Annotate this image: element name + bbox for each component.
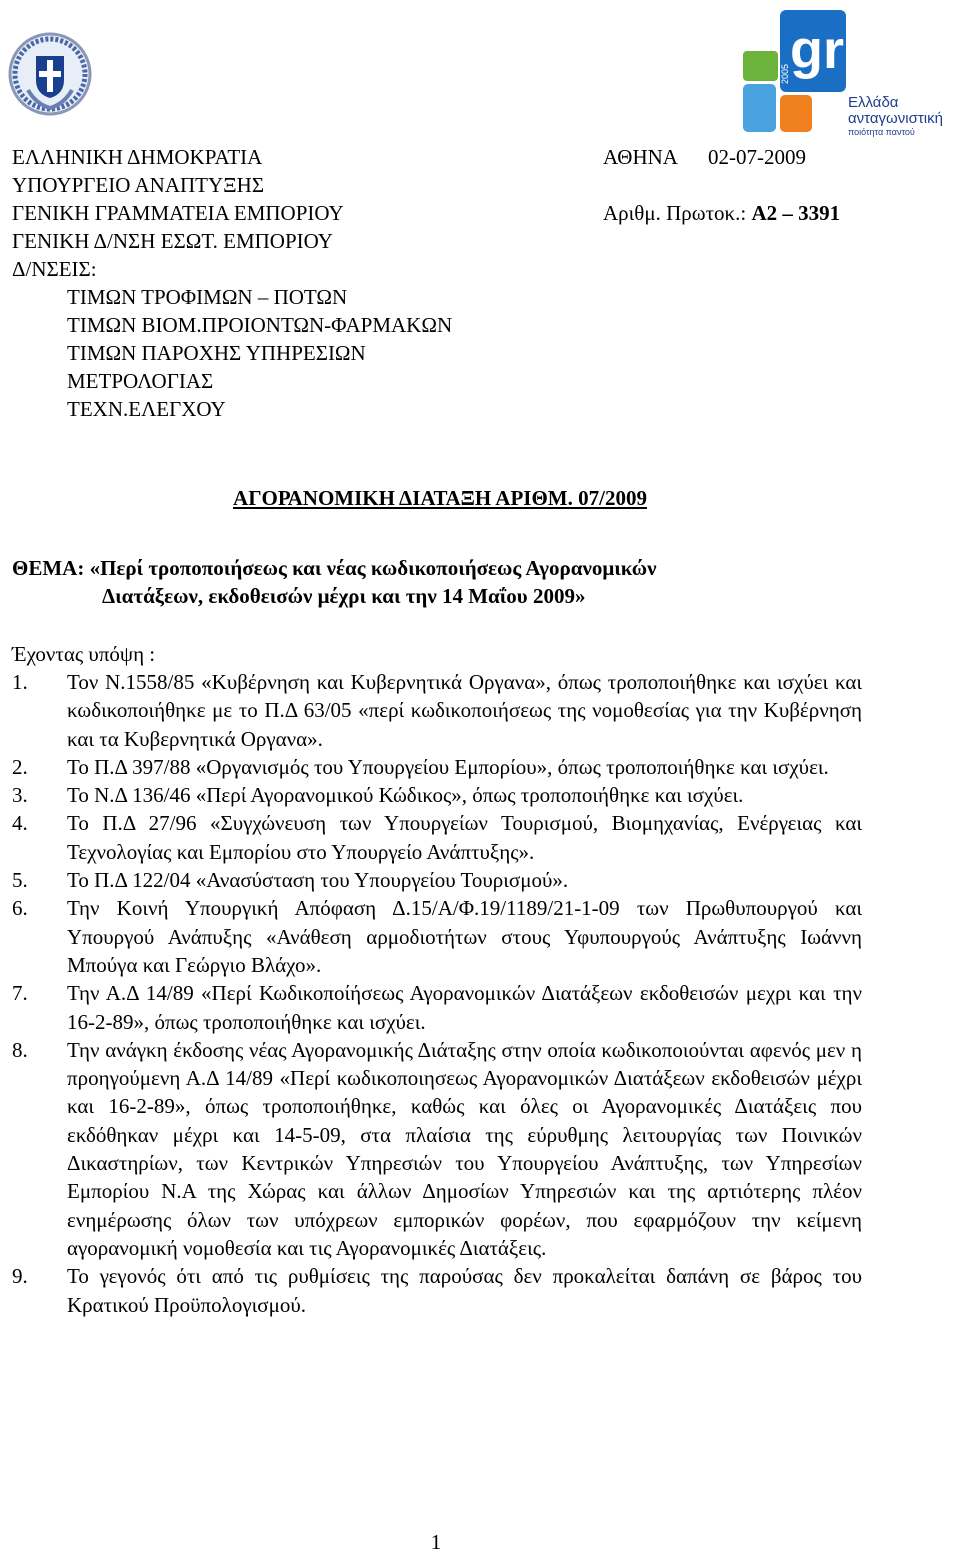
list-item	[12, 894, 862, 979]
list-item	[12, 781, 862, 809]
item-number: 1.	[12, 670, 28, 694]
sender-line: ΕΛΛΗΝΙΚΗ ΔΗΜΟΚΡΑΤΙΑ	[12, 145, 263, 169]
logo-line1: Ελλάδα	[848, 94, 899, 111]
item-text: Την Α.Δ 14/89 «Περί Κωδικοποίήσεως Αγορανομικών Διατάξεων εκδοθεισών μεχρι και την 16-2-89», όπως τροποποιήθηκε και ισχύει.	[67, 981, 862, 1034]
item-text: Το Π.Δ 122/04 «Ανασύσταση του Υπουργείου Τουρισμού».	[67, 868, 569, 893]
directorate-line: ΤΙΜΩΝ ΠΑΡΟΧΗΣ ΥΠΗΡΕΣΙΩΝ	[67, 341, 366, 365]
logo-line3: ποιότητα παντού	[848, 127, 915, 137]
date: 02-07-2009	[707, 145, 806, 169]
item-number: 2.	[12, 754, 28, 779]
considerations-list	[12, 668, 862, 1319]
city: ΑΘΗΝΑ	[603, 145, 678, 169]
subject-line-2: Διατάξεων, εκδοθεισών μέχρι και την 14 Μαΐου 2009»	[102, 584, 586, 608]
greek-coat-of-arms-icon	[6, 30, 94, 118]
logo-year: 2005	[780, 63, 790, 84]
protocol-label: Αριθμ. Πρωτοκ.:	[603, 201, 747, 225]
subject-line-1: ΘΕΜΑ: «Περί τροποποιήσεως και νέας κωδικοποιήσεως Αγορανομικών	[12, 556, 657, 580]
item-text: Τον Ν.1558/85 «Κυβέρνηση και Κυβερνητικά Οργανα», όπως τροποποιήθηκε και ισχύει και κωδικοποιήθηκε με το Π.Δ 63/05 «περί κωδικοποιήσεως της νομοθεσίας για την Κυβέρνηση και τα Κυβερνητικά Οργανα».	[67, 670, 862, 751]
item-number: 6.	[12, 896, 28, 921]
item-number: 3.	[12, 783, 28, 808]
having-in-mind: Έχοντας υπόψη :	[12, 642, 156, 666]
protocol-row	[603, 199, 840, 227]
page-number: 1	[430, 1530, 442, 1554]
logo-mark: gr	[790, 20, 844, 80]
list-item	[12, 1036, 862, 1262]
logo-line2: ανταγωνιστική	[848, 110, 943, 127]
directorate-line: ΤΕΧΝ.ΕΛΕΓΧΟΥ	[67, 397, 226, 421]
sender-line: ΥΠΟΥΡΓΕΙΟ ΑΝΑΠΤΥΞΗΣ	[12, 173, 265, 197]
item-number: 9.	[12, 1264, 28, 1289]
sender-line: ΓΕΝΙΚΗ Δ/ΝΣΗ ΕΣΩΤ. ΕΜΠΟΡΙΟΥ	[12, 229, 333, 253]
document-title: ΑΓΟΡΑΝΟΜΙΚΗ ΔΙΑΤΑΞΗ ΑΡΙΘΜ. 07/2009	[233, 486, 647, 510]
list-item	[12, 1262, 862, 1319]
list-item	[12, 809, 862, 866]
date-row	[603, 143, 806, 171]
item-number: 4.	[12, 811, 28, 836]
item-number: 7.	[12, 981, 28, 1006]
directorate-line: ΤΙΜΩΝ ΤΡΟΦΙΜΩΝ – ΠΟΤΩΝ	[67, 285, 348, 309]
subject-block	[12, 554, 657, 610]
item-text: Την Κοινή Υπουργική Απόφαση Δ.15/Α/Φ.19/1189/21-1-09 των Πρωθυπουργού και Υπουργού Ανάπυξης «Ανάθεση αρμοδιοτήτων στους Υφυπουργούς Ανάπτυξης Ιωάννη Μπούγα και Γεώργιο Βλάχο».	[67, 896, 862, 977]
directorate-line: ΜΕΤΡΟΛΟΓΙΑΣ	[67, 369, 214, 393]
list-item	[12, 979, 862, 1036]
item-number: 8.	[12, 1037, 28, 1062]
sender-line: ΓΕΝΙΚΗ ΓΡΑΜΜΑΤΕΙΑ ΕΜΠΟΡΙΟΥ	[12, 201, 344, 225]
list-item	[12, 753, 862, 781]
item-text: Το Π.Δ 27/96 «Συγχώνευση των Υπουργείων Τουρισμού, Βιομηχανίας, Ενέργειας και Τεχνολογίας και Εμπορίου στο Υπουργείο Ανάπτυξης».	[67, 811, 862, 864]
list-item	[12, 668, 862, 753]
greece-competitive-logo	[738, 6, 956, 138]
list-item	[12, 866, 862, 894]
sender-line: Δ/ΝΣΕΙΣ:	[12, 257, 97, 281]
item-text: Το Ν.Δ 136/46 «Περί Αγορανομικού Κώδικος», όπως τροποποιήθηκε και ισχύει.	[67, 783, 744, 808]
item-text: Την ανάγκη έκδοσης νέας Αγορανομικής Διάταξης στην οποία κωδικοποιούνται αφενός μεν η προηγούμενη Α.Δ 14/89 «Περί κωδικοποιησεως Αγορανομικών Διατάξεων εκδοθεισών μέχρι και 16-2-89», όπως τροποποιήθηκε, καθώς και όλες οι Αγορανομικές Διατάξεις που εκδόθηκαν μέχρι και 14-5-09, στα πλαίσια της εύρυθμης λειτουργίας των Ποινικών Δικαστηρίων, των Κεντρικών Υπηρεσιών του Υπουργείου Ανάπτυξης, των Υπηρεσίων Εμπορίου Ν.Α της Χώρας και άλλων Δημοσίων Υπηρεσιών και της αρτιότερης πλέον ενημέρωσης όλων των υπόχρεων εμπορικών φορέων, που εφαρμόζουν την κείμενη αγορανομική νομοθεσία και τις Αγορανομικές Διατάξεις.	[67, 1037, 862, 1260]
protocol-number: Α2 – 3391	[751, 201, 841, 225]
item-text: Το Π.Δ 397/88 «Οργανισμός του Υπουργείου Εμπορίου», όπως τροποποιήθηκε και ισχύει.	[67, 754, 829, 779]
item-number: 5.	[12, 868, 28, 893]
sender-block	[12, 143, 452, 423]
directorate-line: ΤΙΜΩΝ ΒΙΟΜ.ΠΡΟΙΟΝΤΩΝ-ΦΑΡΜΑΚΩΝ	[67, 313, 453, 337]
item-text: Το γεγονός ότι από τις ρυθμίσεις της παρούσας δεν προκαλείται δαπάνη σε βάρος του Κρατικού Προϋπολογισμού.	[67, 1264, 862, 1317]
